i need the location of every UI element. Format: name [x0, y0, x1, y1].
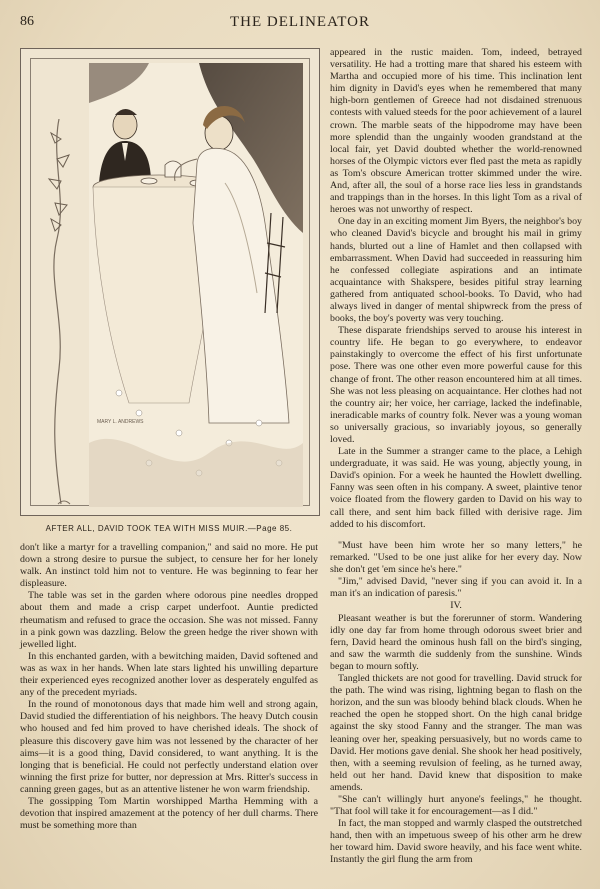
ivy-vine-ornament	[31, 119, 91, 509]
left-column-bottom	[20, 542, 318, 832]
paragraph: "Must have been him wrote her so many letters," he remarked. "Used to be one just alike for her every day. Now she don't get 'em since he's here."	[330, 540, 582, 576]
paragraph: In the round of monotonous days that made him well and strong again, David studied the differentiation of his neighbors. The heavy Dutch cousin who housed and fed him proved to have cherished ideals. The shock of pleasure this discovery gave him was not lessened by the character of her aims—it is a good thing, David considered, to want anything. It is the longing that is beneficial. He could not perfectly understand elation over winning the first prize for butter, nor depression at Mrs. Ritter's success in canning green gages, but as an attentive listener he won warm friendship.	[20, 699, 318, 795]
paragraph: In fact, the man stopped and warmly clasped the outstretched hand, then with an impetuous sweep of his other arm he drew her toward him. David swore heavily, and his face went white. Instantly the girl flung the arm from	[330, 818, 582, 866]
right-column-bottom	[330, 540, 582, 867]
paragraph: don't like a martyr for a travelling companion," and said no more. He put down a strong desire to pursue the subject, to censure her for her lonely walk. An instinct told him not to venture. He was beginning to fear her displeasure.	[20, 542, 318, 590]
paragraph: The gossipping Tom Martin worshipped Martha Hemming with a devotion that inspired amazement at the potency of her dull charms. There must be something more than	[20, 795, 318, 832]
page-number: 86	[20, 14, 34, 29]
paragraph: One day in an exciting moment Jim Byers, the neighbor's boy who cleaned David's bicycle and brought his mail in grimy hands, blurted out a line of Hamlet and then collapsed with embarrassment. When David had succeeded in reassuring him he confessed collegiate aspirations and an intimate acquaintance with Shakspere, besides pitiful stray learning gathered from antiquated school-books. To David, who had always lived in danger of mental shipwreck from the press of books, the boy's poverty was very touching.	[330, 216, 582, 325]
paragraph: Pleasant weather is but the forerunner of storm. Wandering idly one day far from home through odorous sweet brier and fern, David heard the ominous hush fall on the bird's singing, and saw the warmth die suddenly from the sunshine. Winds began to mourn softly.	[330, 612, 582, 672]
running-head	[20, 14, 580, 34]
illustration-caption: AFTER ALL, DAVID TOOK TEA WITH MISS MUIR.—Page 85.	[45, 524, 293, 533]
paragraph: These disparate friendships served to arouse his interest in country life. He began to go everywhere, to endeavor painstakingly to overcome the effect of his first unfortunate pose. There was one other even more powerful cause for this change of front. The other reason encountered him at all times. She was not less pleasing on acquaintance. Her clothes had not the country air; her voice, her carriage, lacked the indefinable, ineradicable marks of country folk. Never was a young woman so universally gracious, so invariably joyous, so generally loved.	[330, 325, 582, 445]
paragraph: "She can't willingly hurt anyone's feelings," he thought. "That fool will take it for encouragement—as I did."	[330, 793, 582, 818]
artist-signature: MARY L. ANDREWS	[97, 419, 144, 425]
journal-title: THE DELINEATOR	[230, 14, 370, 30]
illustration-plate	[20, 48, 320, 516]
paragraph: appeared in the rustic maiden. Tom, indeed, betrayed versatility. He had a trotting mare that shared his esteem with Martha and occupied more of his time. This inclination lent him dignity in David's eyes when he remembered that many high-born gentlemen of Greece had not disdained strenuous contests with valued steeds for the poor achievement of a laurel crown. The marble seats of the hippodrome may have been more splendid than the ungainly wooden grandstand at the local fair, yet David doubted whether the world-renowned horses of the Olympic victors ever fled past the meta as rapidly as Tom's obscure American trotter skimmed under the wire. And, after all, the soul of a horse race lies less in grandstands and trappings than in the horses. In this light Tom as a rival of heroes was not unworthy of respect.	[330, 47, 582, 216]
illustration-tea-scene	[89, 63, 303, 507]
paragraph: The table was set in the garden where odorous pine needles dropped about them and made a crisp carpet underfoot. Auntie predicted rheumatism and refused to grace the occasion. She was not missed. Fanny in a pink gown was dazzling. Below the green hedge the river shown with jewelled light.	[20, 590, 318, 650]
illustration-frame	[30, 58, 310, 506]
paragraph: In this enchanted garden, with a bewitching maiden, David softened and was as wax in her hands. When late stars lighted his unwilling departure their experienced eyes recognized another lover as desperately engulfed as any of the precedent myriads.	[20, 650, 318, 699]
paragraph: "Jim," advised David, "never sing if you can avoid it. In a man it's an indication of paresis."	[330, 576, 582, 600]
right-column-top	[330, 47, 582, 531]
section-heading: IV.	[450, 600, 462, 612]
paragraph: Late in the Summer a stranger came to the place, a Lehigh undergraduate, it was said. He was young, abjectly young, in David's opinion. For a week he haunted the Howlett dwelling. Fanny was seen often in his company. A sweet, plaintive tenor voice floated from the flowery garden to David on his way to call there, and sent him back filled with derisive rage. Jim added to his discomfort.	[330, 446, 582, 530]
paragraph: Tangled thickets are not good for travelling. David struck for the path. The wind was rising, lightning began to flash on the horizon, and the sun was bloody behind black clouds. When he reached the open he stopped short. On the high canal bridge against the sky stood Fanny and the stranger. The man was leaning over her, speaking persuasively, but no words came to David. Her motions gave denial. She shook her head positively, then, with a seeming revulsion of feeling, as he turned away, held out her hand. David knew that disposition to make amends.	[330, 673, 582, 793]
